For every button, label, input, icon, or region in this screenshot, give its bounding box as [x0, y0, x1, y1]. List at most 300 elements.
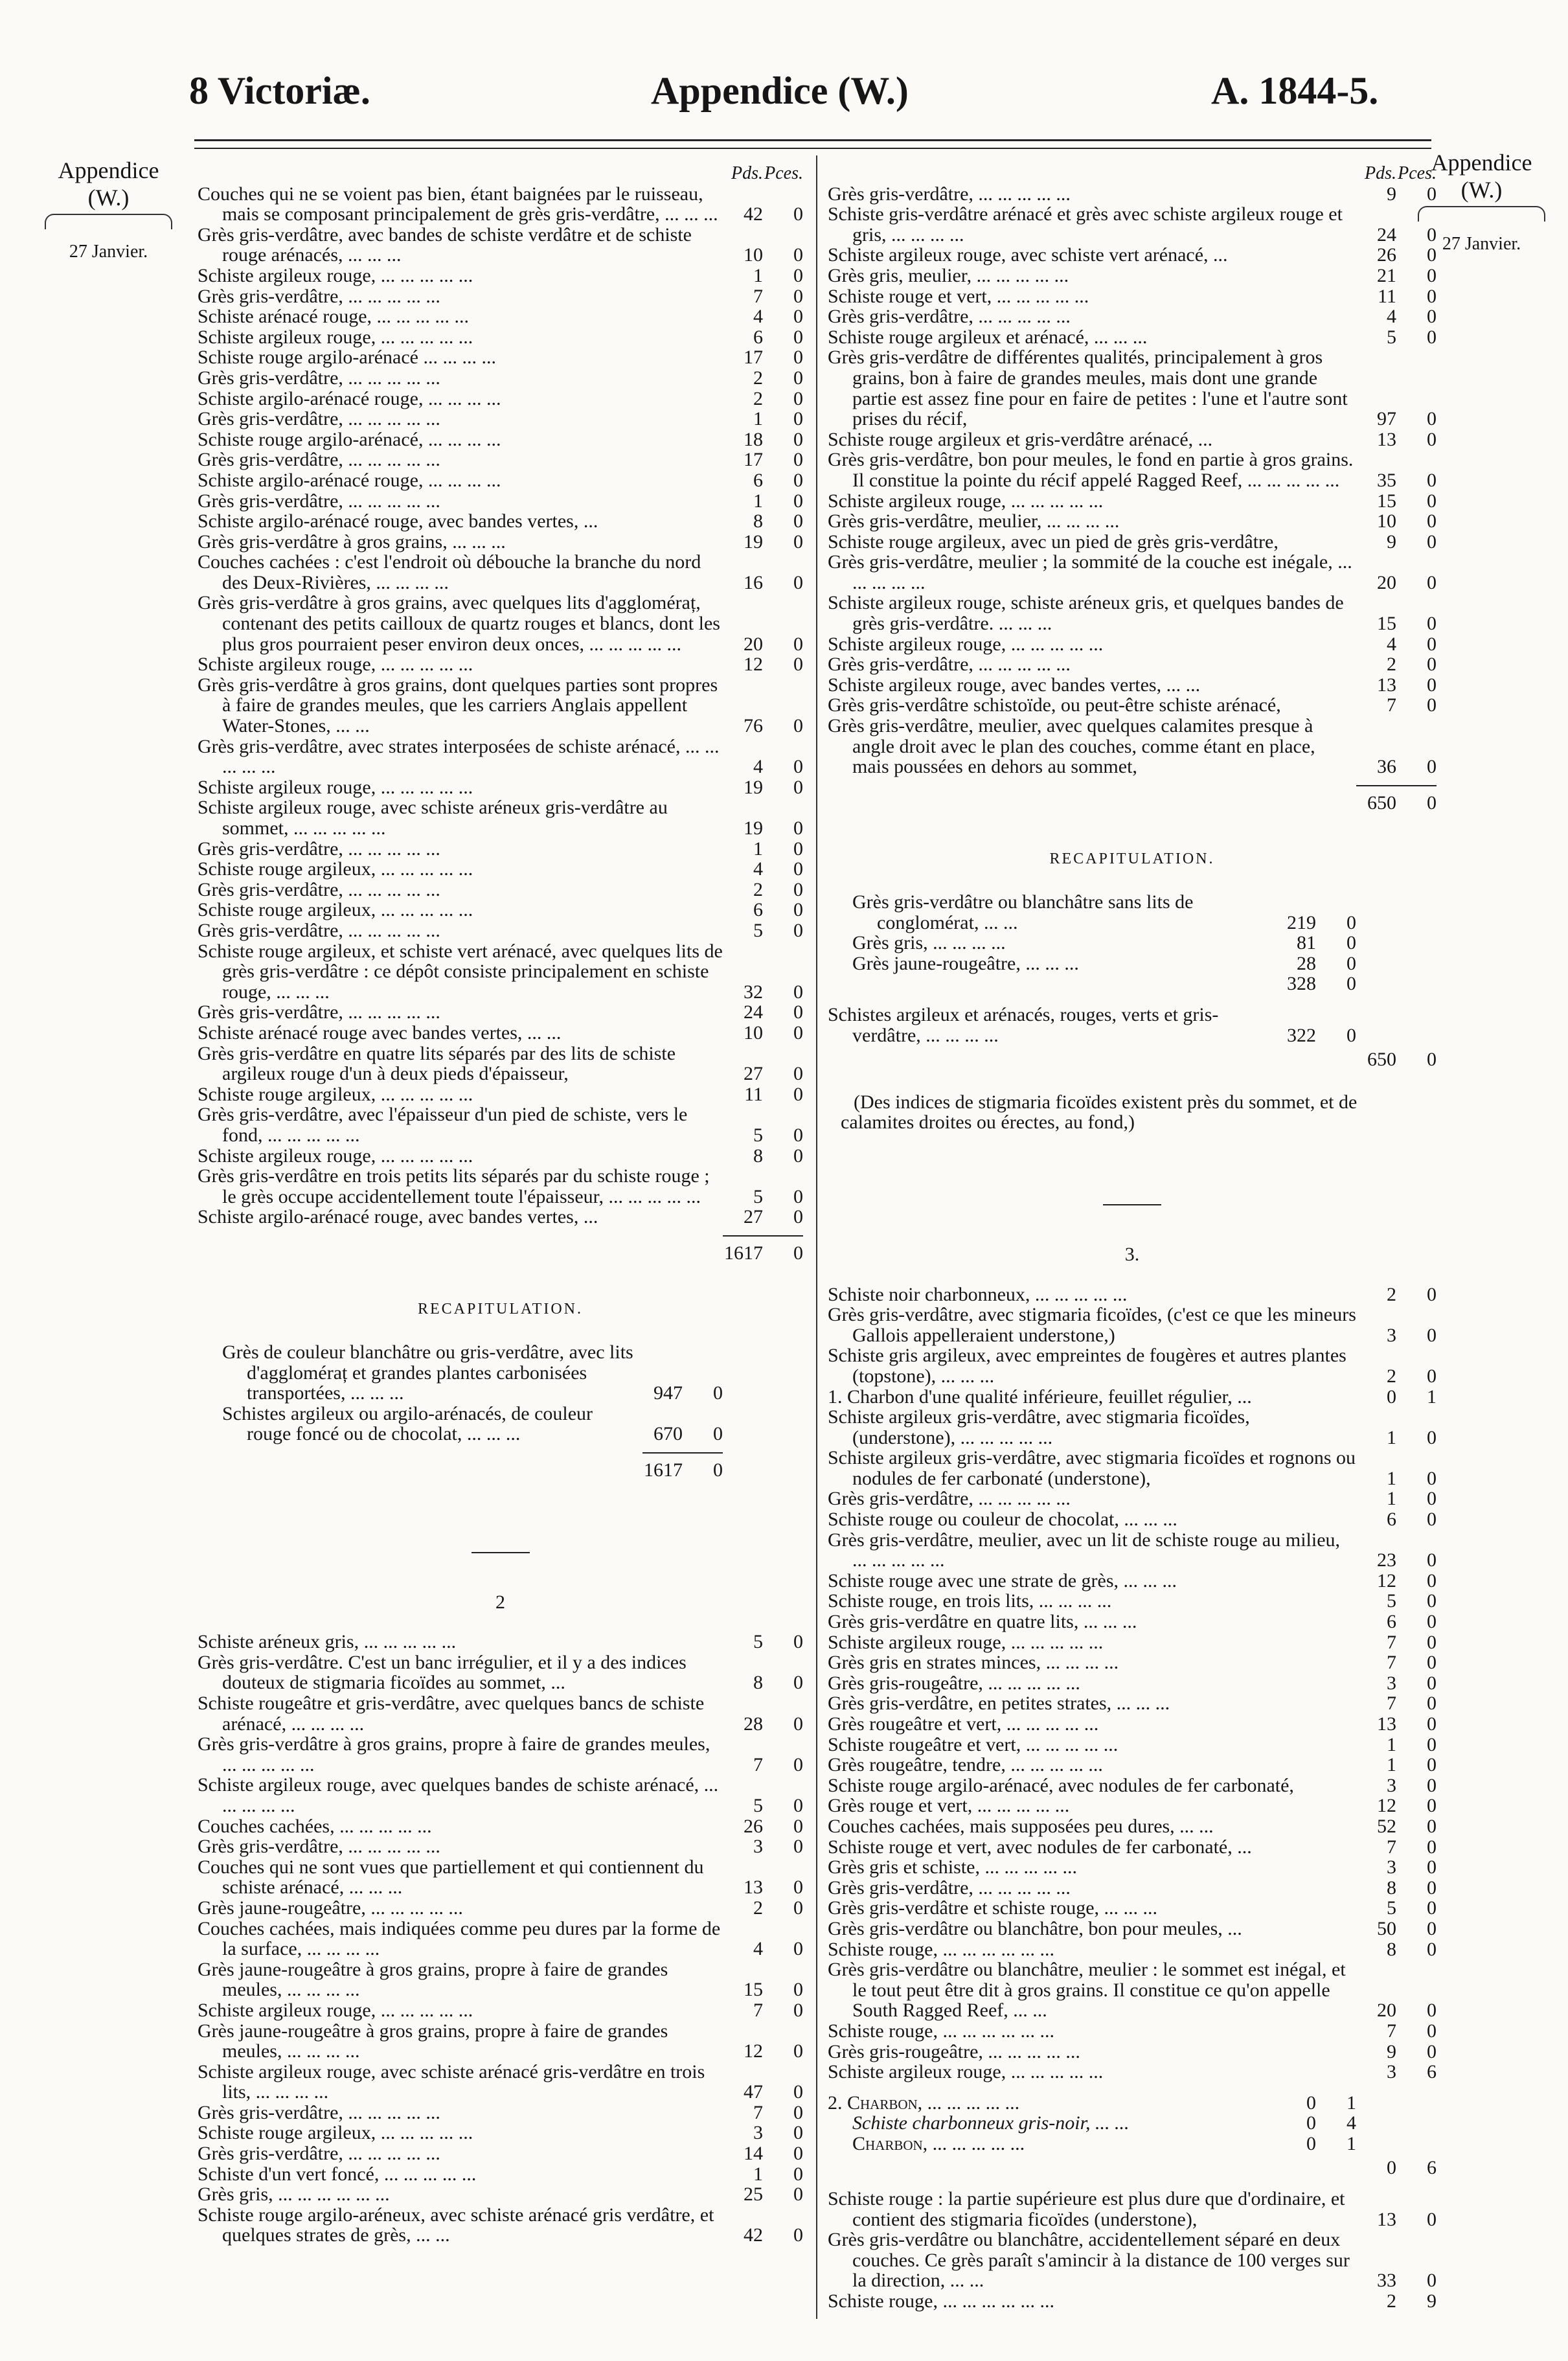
- row-description: Grès gris-verdâtre, ... ... ... ... ...: [198, 449, 440, 471]
- recap-list: [198, 1342, 803, 1444]
- strata-row: [198, 2000, 803, 2021]
- row-pieds: 8: [753, 510, 763, 532]
- strata-row: [198, 1816, 803, 1837]
- strata-row: [828, 1387, 1437, 1408]
- row-description: Grès gris-verdâtre, ... ... ... ... ...: [198, 408, 440, 430]
- total-pds: 650: [1367, 1049, 1396, 1071]
- strata-row: [198, 675, 803, 736]
- row-pouces: 0: [793, 2122, 803, 2144]
- total-rule: [642, 1452, 723, 1454]
- strata-row: [198, 593, 803, 654]
- row-description: Schiste rouge argilo-arénacé ... ... ... ...: [198, 347, 496, 369]
- row-pouces: 0: [1346, 932, 1356, 954]
- row-pieds: 20: [1377, 2000, 1396, 2022]
- row-pouces: 0: [1427, 571, 1437, 593]
- strata-row: [198, 1898, 803, 1919]
- strata-list: [828, 1284, 1437, 2082]
- strata-row: [828, 675, 1437, 696]
- strata-row: [198, 1857, 803, 1898]
- row-pouces: 0: [1427, 1795, 1437, 1817]
- strata-row: [198, 1104, 803, 1145]
- row-pouces: 0: [793, 1897, 803, 1919]
- row-pouces: 0: [793, 449, 803, 471]
- row-pieds: 2: [753, 387, 763, 409]
- strata-row: [198, 2143, 803, 2164]
- row-pieds: 1: [753, 408, 763, 430]
- row-description: Schiste rouge argileux, ... ... ... ... ...: [198, 2122, 473, 2144]
- row-pieds: 2: [753, 1897, 763, 1919]
- strata-row: [198, 1734, 803, 1775]
- strata-row: [828, 1612, 1437, 1632]
- row-description: Grès gris-verdâtre, ... ... ... ... ...: [198, 367, 440, 389]
- row-pouces: 0: [793, 981, 803, 1003]
- margin-brace: [45, 214, 172, 229]
- row-pouces: 1: [1427, 1386, 1437, 1408]
- row-pieds: 18: [744, 428, 763, 450]
- row-pieds: 7: [753, 1753, 763, 1775]
- row-description: Grès gris-verdâtre, ... ... ... ... ...: [198, 2101, 440, 2123]
- row-pouces: 0: [793, 1713, 803, 1735]
- row-pieds: 26: [1377, 244, 1396, 266]
- row-pouces: 0: [1427, 1324, 1437, 1346]
- row-description: Grès gris-verdâtre, ... ... ... ... ...: [828, 654, 1071, 676]
- row-pieds: 5: [1387, 1897, 1396, 1919]
- row-pieds: 97: [1377, 408, 1396, 430]
- row-description: Schiste rouge argileux, ... ... ... ... ...: [198, 899, 473, 921]
- row-pieds: 3: [1387, 1672, 1396, 1694]
- row-description: Schiste rouge avec une strate de grès, ... ... ...: [828, 1569, 1177, 1591]
- row-pouces: 0: [1427, 244, 1437, 266]
- row-pouces: 0: [793, 1631, 803, 1653]
- row-description: Schiste argileux rouge, ... ... ... ... ...: [198, 654, 473, 676]
- strata-row: [198, 1146, 803, 1167]
- row-pouces: 0: [1427, 1283, 1437, 1305]
- row-description: Grès gris-verdâtre, ... ... ... ... ...: [828, 306, 1071, 328]
- row-pieds: 19: [744, 530, 763, 553]
- strata-row: [198, 184, 803, 225]
- row-description: Schiste rougeâtre et gris-verdâtre, avec quelques bancs de schiste arénacé, ... ... ... ...: [198, 1693, 705, 1735]
- strata-row: [828, 593, 1437, 633]
- row-description: Grès gris-verdâtre, avec strates interposées de schiste arénacé, ... ... ... ... ...: [198, 735, 720, 778]
- strata-row: [198, 1084, 803, 1105]
- recap-subtotal: [828, 974, 1437, 994]
- row-pieds: 5: [1387, 326, 1396, 348]
- row-pouces: 0: [1427, 469, 1437, 491]
- strata-row: [828, 1345, 1437, 1386]
- row-pouces: 0: [793, 490, 803, 512]
- charbon-subitem: Schiste charbonneux gris-noir, ... ... 0 4: [852, 2112, 1356, 2134]
- strata-row: [828, 552, 1437, 593]
- strata-row: [198, 1836, 803, 1857]
- row-pouces: 0: [793, 571, 803, 593]
- row-pouces: 0: [1427, 1917, 1437, 1939]
- row-pieds: 76: [744, 715, 763, 737]
- row-pouces: 0: [1427, 2270, 1437, 2292]
- row-pouces: 0: [793, 2163, 803, 2185]
- strata-row: [828, 1714, 1437, 1735]
- row-pieds: 12: [1377, 1569, 1396, 1591]
- strata-row: [828, 1407, 1437, 1448]
- row-pouces: 0: [1427, 1549, 1437, 1571]
- row-description: Grès gris-verdâtre, ... ... ... ... ...: [198, 838, 440, 860]
- row-pouces: 0: [793, 1979, 803, 2001]
- strata-row: [828, 1796, 1437, 1816]
- row-description: Schiste argileux rouge, avec schiste vert arénacé, ...: [828, 244, 1228, 266]
- row-pouces: 0: [1427, 183, 1437, 205]
- row-description: Schiste gris argileux, avec empreintes de fougères et autres plantes (topstone), ... ... ...: [828, 1345, 1346, 1387]
- margin-appendix-label: Appendice: [1431, 150, 1532, 176]
- row-pouces: 0: [1427, 510, 1437, 532]
- strata-row: [198, 266, 803, 286]
- strata-row: [198, 1023, 803, 1044]
- row-description: Grès gris, ... ... ... ... ... ...: [198, 2184, 390, 2206]
- row-description: Grès gris-verdâtre et schiste rouge, ... ... ...: [828, 1897, 1158, 1919]
- row-description: Grès gris-verdâtre en quatre lits séparés par des lits de schiste argileux rouge d'un à deux pieds d'épaisseur,: [198, 1042, 676, 1085]
- row-pieds: 17: [744, 449, 763, 471]
- row-description: Schiste argileux rouge, ... ... ... ... ...: [828, 1631, 1104, 1653]
- row-pieds: 7: [1387, 1693, 1396, 1715]
- row-description: Grès gris-verdâtre, avec bandes de schiste verdâtre et de schiste rouge arénacés, ... ... ...: [198, 223, 692, 266]
- strata-row: [828, 1448, 1437, 1488]
- row-pieds: 1: [1387, 1426, 1396, 1448]
- strata-row: [198, 347, 803, 368]
- total-rule: [1356, 785, 1437, 786]
- row-pieds: 10: [744, 244, 763, 266]
- strata-list: [828, 184, 1437, 777]
- strata-row: [198, 409, 803, 429]
- row-pouces: 0: [793, 1938, 803, 1960]
- row-pouces: 0: [713, 1382, 723, 1404]
- strata-row: [198, 1207, 803, 1227]
- row-description: Schiste argileux rouge, avec schiste arénacé gris-verdâtre en trois lits, ... ... ... ...: [198, 2060, 705, 2103]
- header-rule-top: [194, 139, 1431, 141]
- row-pouces: 0: [793, 2101, 803, 2123]
- row-description: Grès gris-verdâtre en trois petits lits séparés par du schiste rouge ; le grès occupe accidentellement toute l'épaisseur, ... ... ... ... ...: [198, 1165, 710, 1207]
- strata-row: [828, 347, 1437, 429]
- row-pouces: 0: [1427, 613, 1437, 635]
- header-session: 8 Victoriæ.: [189, 69, 370, 112]
- strata-row: [828, 1632, 1437, 1653]
- row-pouces: 0: [793, 347, 803, 369]
- row-pouces: 0: [793, 2143, 803, 2165]
- row-description: Grès rougeâtre, tendre, ... ... ... ... ...: [828, 1754, 1103, 1776]
- row-description: Grès gris-verdâtre, ... ... ... ... ...: [828, 1876, 1071, 1899]
- row-description: Grès gris-verdâtre ou blanchâtre, bon pour meules, ...: [828, 1917, 1242, 1939]
- strata-row: [828, 491, 1437, 512]
- row-description: Grès gris-verdâtre en quatre lits, ... ... ...: [828, 1611, 1137, 1633]
- row-pieds: 19: [744, 776, 763, 798]
- strata-row: [198, 1919, 803, 1959]
- strata-row: [828, 1939, 1437, 1960]
- recap-list: [828, 892, 1437, 974]
- row-description: Grès gris-verdâtre, meulier, avec un lit de schiste rouge au milieu, ... ... ... ... ...: [828, 1529, 1341, 1571]
- row-pieds: 7: [1387, 1652, 1396, 1674]
- row-pieds: 6: [753, 469, 763, 491]
- charbon-total: 0 6: [1387, 2157, 1437, 2179]
- row-description: Schiste rouge argilo-arénacé, ... ... ... ...: [198, 428, 501, 450]
- row-pouces: 0: [793, 1876, 803, 1899]
- section-separator: [472, 1552, 530, 1553]
- header-rule-bottom: [194, 148, 1431, 149]
- margin-note-left: [29, 157, 188, 266]
- strata-row: [828, 1816, 1437, 1837]
- subtotal-pces: 0: [1346, 973, 1356, 995]
- section-number: 3.: [1124, 1243, 1140, 1265]
- row-pouces: 0: [1427, 694, 1437, 716]
- row-description: Schiste rouge argileux, et schiste vert arénacé, avec quelques lits de grès gris-verdâtre : ce dépôt consiste principalement en schiste rouge, ... ... ...: [198, 940, 723, 1003]
- row-description: Grès gris-verdâtre, en petites strates, ... ... ...: [828, 1693, 1170, 1715]
- strata-row: [198, 470, 803, 491]
- strata-row: [828, 2021, 1437, 2042]
- strata-list: [198, 1632, 803, 2246]
- row-pouces: 0: [1427, 1836, 1437, 1858]
- row-description: Grès gris-verdâtre ou blanchâtre, accidentellement séparé en deux couches. Ce grès paraît s'amincir à la distance de 100 verges sur la direction, ... ...: [828, 2229, 1350, 2292]
- row-pieds: 81: [1297, 932, 1316, 954]
- row-pieds: 7: [753, 2101, 763, 2123]
- strata-row: [828, 1755, 1437, 1775]
- row-pieds: 1: [753, 490, 763, 512]
- strata-row: [198, 839, 803, 860]
- row-pouces: 0: [793, 654, 803, 676]
- row-pieds: 3: [1387, 1856, 1396, 1878]
- row-description: Schiste argileux gris-verdâtre, avec stigmaria ficoïdes, (understone), ... ... ... ... ...: [828, 1406, 1250, 1448]
- strata-row: [828, 716, 1437, 777]
- row-pouces: 0: [793, 264, 803, 286]
- row-pieds: 3: [1387, 1324, 1396, 1346]
- row-pieds: 15: [1377, 490, 1396, 512]
- row-pieds: 1: [1387, 1467, 1396, 1489]
- row-pouces: 0: [793, 756, 803, 778]
- strata-row: [198, 286, 803, 307]
- row-pieds: 17: [744, 347, 763, 369]
- total-pces: 0: [793, 1242, 803, 1264]
- strata-row: [198, 306, 803, 327]
- strata-row: [828, 184, 1437, 205]
- strata-row: [198, 880, 803, 900]
- row-pieds: 3: [753, 2122, 763, 2144]
- header-year: A. 1844-5.: [1211, 69, 1379, 112]
- row-pouces: 0: [793, 408, 803, 430]
- row-description: Schiste rouge et vert, ... ... ... ... ...: [828, 285, 1089, 307]
- row-description: Grès rouge et vert, ... ... ... ... ...: [828, 1795, 1070, 1817]
- strata-row: [198, 1166, 803, 1207]
- strata-row: [828, 2062, 1437, 2082]
- strata-row: [828, 2230, 1437, 2291]
- section-total: [198, 1239, 803, 1264]
- row-pieds: 3: [753, 1836, 763, 1858]
- row-pieds: 10: [744, 1021, 763, 1044]
- row-description: Grès gris-verdâtre schistoïde, ou peut-être schiste arénacé,: [828, 694, 1281, 716]
- row-description: Schiste argileux rouge, ... ... ... ... ...: [198, 1999, 473, 2021]
- column-divider: [816, 155, 817, 2319]
- row-description: Schiste rougeâtre et vert, ... ... ... ... ...: [828, 1733, 1119, 1755]
- row-pieds: 42: [744, 2224, 763, 2246]
- strata-row: [828, 654, 1437, 675]
- strata-row: [828, 1652, 1437, 1673]
- strata-row: [198, 368, 803, 389]
- row-description: Couches cachées, mais supposées peu dures, ... ...: [828, 1815, 1214, 1837]
- row-pieds: 20: [744, 633, 763, 655]
- recap-row: [828, 892, 1437, 933]
- strata-row: [828, 1284, 1437, 1305]
- row-pouces: 0: [1427, 223, 1437, 245]
- right-column: [828, 163, 1437, 2312]
- strata-row: [198, 2164, 803, 2185]
- row-description: Schiste d'un vert foncé, ... ... ... ... ...: [198, 2163, 477, 2185]
- recap-row: Schistes argileux et arénacés, rouges, verts et gris-verdâtre, ... ... ... ... 322 0: [828, 1003, 1356, 1046]
- unit-pieds: Pds.: [731, 163, 763, 183]
- row-description: Grès gris-rougeâtre, ... ... ... ... ...: [828, 2040, 1080, 2062]
- row-pouces: 0: [1427, 285, 1437, 307]
- row-pouces: 0: [1427, 1611, 1437, 1633]
- row-pouces: 0: [793, 428, 803, 450]
- row-pieds: 1: [1387, 1754, 1396, 1776]
- row-pieds: 11: [1378, 285, 1396, 307]
- row-pieds: 19: [744, 817, 763, 839]
- row-description: Grès gris-verdâtre, meulier, avec quelques calamites presque à angle droit avec le plan des couches, comme étant en place, mais poussées en dehors au sommet,: [828, 715, 1315, 778]
- row-description: Grès gris-verdâtre, ... ... ... ... ...: [828, 1488, 1071, 1510]
- row-pieds: 5: [1387, 1590, 1396, 1612]
- strata-row: [828, 511, 1437, 532]
- recap-row: [828, 933, 1437, 953]
- row-pieds: 9: [1387, 2040, 1396, 2062]
- row-pieds: 5: [753, 919, 763, 941]
- row-pouces: 0: [1427, 1631, 1437, 1653]
- row-description: Couches cachées, ... ... ... ... ...: [198, 1815, 432, 1837]
- row-pieds: 13: [744, 1876, 763, 1899]
- section-total: [828, 789, 1437, 814]
- row-description: Schiste argileux rouge, ... ... ... ... ...: [198, 264, 473, 286]
- row-pieds: 52: [1377, 1815, 1396, 1837]
- row-description: Couches qui ne sont vues que partiellement et qui contiennent du schiste arénacé, ... ... ...: [198, 1856, 704, 1899]
- row-pouces: 0: [793, 715, 803, 737]
- row-description: Grès gris-verdâtre, meulier, ... ... ... ...: [828, 510, 1120, 532]
- row-pouces: 0: [793, 510, 803, 532]
- row-pieds: 947: [653, 1382, 683, 1404]
- units-header: [198, 163, 803, 184]
- row-pieds: 4: [753, 306, 763, 328]
- row-pieds: 24: [744, 1001, 763, 1023]
- row-pieds: 5: [753, 1794, 763, 1816]
- row-pouces: 0: [793, 387, 803, 409]
- strata-row: [828, 1530, 1437, 1571]
- row-pieds: 6: [1387, 1611, 1396, 1633]
- row-pieds: 47: [744, 2081, 763, 2103]
- row-pieds: 10: [1377, 510, 1396, 532]
- row-pieds: 35: [1377, 469, 1396, 491]
- row-pieds: 6: [753, 326, 763, 348]
- row-pieds: 2: [1387, 654, 1396, 676]
- row-pieds: 21: [1377, 264, 1396, 286]
- row-pouces: 0: [793, 878, 803, 900]
- strata-row: [828, 1509, 1437, 1530]
- row-pouces: 0: [1427, 1426, 1437, 1448]
- row-pouces: 0: [1427, 1938, 1437, 1960]
- row-description: Grès gris-verdâtre à gros grains, propre à faire de grandes meules, ... ... ... ... ...: [198, 1733, 710, 1775]
- row-pieds: 5: [753, 1631, 763, 1653]
- charbon-group-label: 2. Charbon, ... ... ... ... ... 0 1: [828, 2092, 1356, 2114]
- strata-row: [198, 736, 803, 777]
- strata-row: [198, 1775, 803, 1816]
- row-pouces: 0: [1427, 264, 1437, 286]
- row-pouces: 0: [793, 2184, 803, 2206]
- strata-row: [828, 1591, 1437, 1612]
- row-pouces: 0: [793, 285, 803, 307]
- row-description: Schiste rouge ou couleur de chocolat, ... ... ...: [828, 1509, 1177, 1531]
- row-pouces: 0: [793, 1083, 803, 1105]
- strata-row: [828, 1305, 1437, 1345]
- row-pouces: 0: [793, 919, 803, 941]
- row-pieds: 7: [753, 1999, 763, 2021]
- row-pieds: 14: [744, 2143, 763, 2165]
- row-description: Grès gris-verdâtre ou blanchâtre sans lits de conglomérat, ... ...: [852, 891, 1194, 933]
- strata-list: [198, 184, 803, 1227]
- margin-appendix-label: Appendice: [58, 157, 159, 183]
- row-pieds: 26: [744, 1815, 763, 1837]
- row-pieds: 4: [753, 1938, 763, 1960]
- strata-row: [828, 204, 1437, 245]
- row-pieds: 50: [1377, 1917, 1396, 1939]
- row-description: Grès jaune-rougeâtre à gros grains, propre à faire de grandes meules, ... ... ... ...: [198, 2020, 668, 2062]
- strata-row: [198, 859, 803, 880]
- row-pieds: 27: [744, 1063, 763, 1085]
- row-description: Schiste rouge argileux, ... ... ... ... ...: [198, 858, 473, 880]
- row-pouces: 0: [793, 817, 803, 839]
- row-pouces: 0: [1427, 1509, 1437, 1531]
- row-pieds: 27: [744, 1206, 763, 1228]
- row-description: Grès gris-verdâtre, ... ... ... ... ...: [198, 1836, 440, 1858]
- row-description: Schiste argileux rouge, avec quelques bandes de schiste arénacé, ... ... ... ... ...: [198, 1774, 719, 1816]
- row-pieds: 36: [1377, 756, 1396, 778]
- strata-row: [198, 777, 803, 798]
- row-description: Schiste argileux rouge, avec bandes vertes, ... ...: [828, 674, 1201, 696]
- row-pieds: 2: [753, 878, 763, 900]
- row-description: Schiste rouge argileux et arénacé, ... ... ...: [828, 326, 1148, 348]
- row-description: Grès gris-verdâtre à gros grains, ... ... ...: [198, 530, 506, 553]
- strata-row: [198, 941, 803, 1003]
- strata-row: [198, 2123, 803, 2143]
- row-pieds: 0: [1387, 1386, 1396, 1408]
- strata-row: [198, 552, 803, 593]
- row-description: Schiste rouge argileux, avec un pied de grès gris-verdâtre,: [828, 530, 1278, 553]
- strata-row: [828, 1488, 1437, 1509]
- row-pieds: 2: [1387, 2290, 1396, 2312]
- strata-row: [828, 634, 1437, 655]
- total-pces: 0: [1427, 1049, 1437, 1071]
- row-description: Schiste arénacé rouge avec bandes vertes, ... ...: [198, 1021, 562, 1044]
- margin-appendix-letter: (W.): [1460, 177, 1503, 203]
- row-pieds: 8: [753, 1672, 763, 1694]
- row-pouces: 0: [1427, 530, 1437, 553]
- row-description: Grès gris en strates minces, ... ... ... ...: [828, 1652, 1119, 1674]
- margin-date: 27 Janvier.: [69, 242, 148, 262]
- row-description: Schiste rouge, en trois lits, ... ... ... ...: [828, 1590, 1112, 1612]
- row-description: Schiste argileux rouge, ... ... ... ... ...: [198, 776, 473, 798]
- row-pouces: 0: [793, 530, 803, 553]
- row-pouces: 0: [793, 838, 803, 860]
- recap-total: [198, 1456, 803, 1481]
- row-pouces: 0: [1427, 1672, 1437, 1694]
- margin-date: 27 Janvier.: [1442, 234, 1521, 254]
- section-separator: [1103, 1204, 1161, 1205]
- row-pouces: 0: [1427, 1467, 1437, 1489]
- row-description: Grès gris-verdâtre, meulier ; la sommité de la couche est inégale, ... ... ... ... ...: [828, 551, 1352, 593]
- strata-row: [828, 306, 1437, 327]
- strata-row: [198, 1002, 803, 1023]
- row-description: Grès gris-verdâtre, ... ... ... ... ...: [198, 919, 440, 941]
- strata-row: [828, 1775, 1437, 1796]
- row-description: Grès gris-verdâtre, bon pour meules, le fond en partie à gros grains. Il constitue la pointe du récif appelé Ragged Reef, ... ... ... ... ...: [828, 449, 1354, 491]
